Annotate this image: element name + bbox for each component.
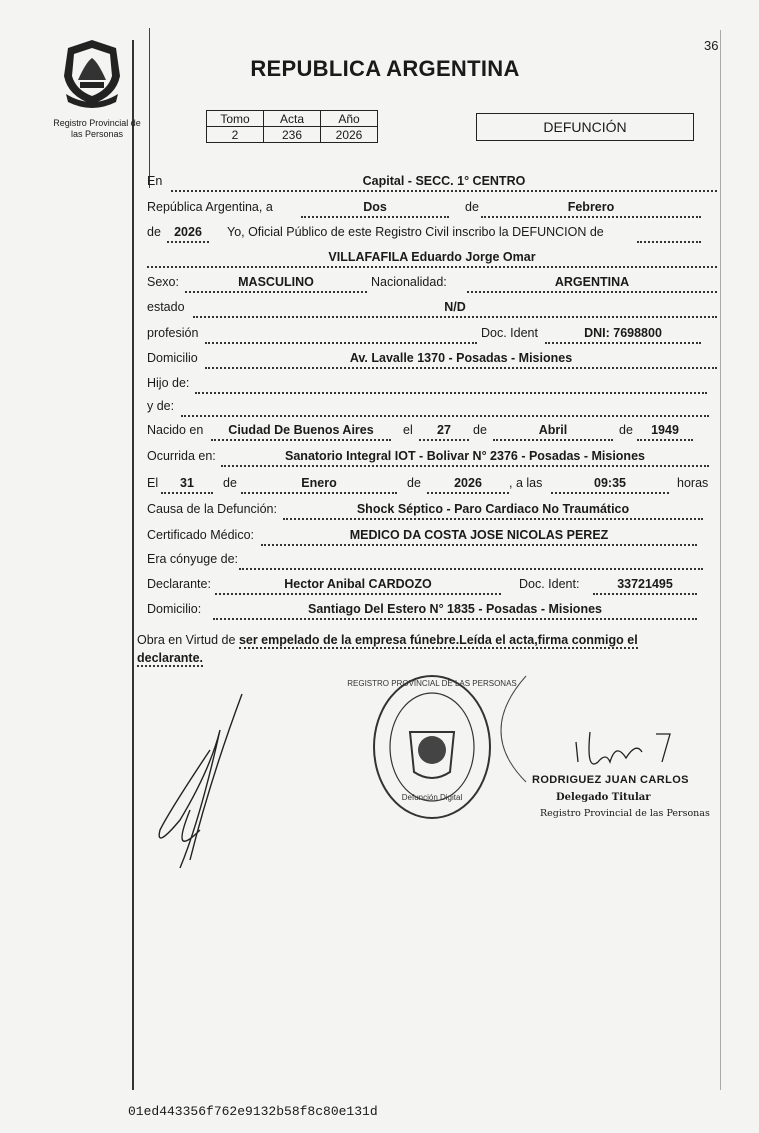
label-horas: horas — [677, 476, 709, 490]
field-domicilio2: Santiago Del Estero N° 1835 - Posadas - Misiones — [213, 602, 697, 620]
stamp-inner: Defunción Digital — [401, 793, 463, 802]
province-seal-icon — [56, 36, 128, 108]
field-doc-ident: DNI: 7698800 — [545, 326, 701, 344]
row-conyuge — [147, 552, 717, 572]
document-hash: 01ed443356f762e9132b58f8c80e131d — [128, 1104, 378, 1119]
label-de1: de — [473, 423, 487, 437]
field-nacido-mes: Abril — [493, 423, 613, 441]
header-tomo: Tomo — [207, 111, 264, 127]
label-certificado: Certificado Médico: — [147, 528, 254, 542]
label-alas: , a las — [509, 476, 543, 490]
row-ocurrida — [147, 449, 717, 469]
label-declarante: Declarante: — [147, 577, 211, 591]
field-hijo — [195, 376, 707, 394]
official-stamp-icon — [347, 672, 517, 822]
label-domicilio2: Domicilio: — [147, 602, 202, 616]
field-nacionalidad: ARGENTINA — [467, 275, 717, 293]
field-nacido-dia: 27 — [419, 423, 469, 441]
label-ocurrida: Ocurrida en: — [147, 449, 216, 463]
row-nacido — [147, 423, 717, 443]
value-acta: 236 — [264, 127, 321, 143]
row-fecha — [147, 476, 717, 496]
registry-label-line1: Registro Provincial de — [53, 118, 141, 128]
field-fecha-dia: 31 — [161, 476, 213, 494]
label-en: En — [147, 174, 163, 188]
label-estado: estado — [147, 300, 185, 314]
field-en: Capital - SECC. 1° CENTRO — [171, 174, 717, 192]
official-name: RODRIGUEZ JUAN CARLOS — [532, 774, 689, 786]
field-day: Dos — [301, 200, 449, 218]
field-fecha-ano: 2026 — [427, 476, 509, 494]
label-el: el — [403, 423, 413, 437]
row-republica — [147, 200, 717, 220]
row-yde — [147, 399, 717, 419]
field-blank — [637, 225, 701, 243]
declarant-signature-icon — [150, 690, 250, 870]
field-domicilio: Av. Lavalle 1370 - Posadas - Misiones — [205, 351, 717, 369]
field-declarante: Hector Anibal CARDOZO — [215, 577, 501, 595]
field-fecha-mes: Enero — [241, 476, 397, 494]
row-sexo — [147, 275, 717, 295]
label-doc-ident2: Doc. Ident: — [519, 577, 580, 591]
official-role: Delegado Titular — [556, 792, 651, 803]
label-el2: El — [147, 476, 159, 490]
label-obra: Obra en Virtud de — [137, 633, 236, 647]
label-de3: de — [223, 476, 237, 490]
page-title: REPUBLICA ARGENTINA — [250, 56, 520, 81]
field-certificado: MEDICO DA COSTA JOSE NICOLAS PEREZ — [261, 528, 697, 546]
value-tomo: 2 — [207, 127, 264, 143]
doc-type-box: DEFUNCIÓN — [476, 113, 694, 141]
header-rule — [149, 28, 150, 188]
field-year: 2026 — [167, 225, 209, 243]
header-acta: Acta — [264, 111, 321, 127]
label-nacido: Nacido en — [147, 423, 204, 437]
label-sexo: Sexo: — [147, 275, 179, 289]
value-ano: 2026 — [321, 127, 378, 143]
row-hijo — [147, 376, 717, 396]
row-declarante — [147, 577, 717, 597]
registry-label-line2: las Personas — [70, 129, 124, 139]
row-year — [147, 225, 717, 245]
row-domicilio2 — [147, 602, 717, 622]
label-conyuge: Era cónyuge de: — [147, 552, 239, 566]
row-profesion — [147, 326, 717, 346]
label-de4: de — [407, 476, 421, 490]
label-profesion: profesión — [147, 326, 199, 340]
obra-paragraph — [137, 631, 727, 667]
registry-label — [38, 118, 156, 140]
label-inscribo: Yo, Oficial Público de este Registro Civil inscribo la DEFUNCION de — [227, 225, 604, 239]
label-doc-ident: Doc. Ident — [481, 326, 538, 340]
label-yde: y de: — [147, 399, 175, 413]
field-month: Febrero — [481, 200, 701, 218]
row-domicilio — [147, 351, 717, 371]
official-org: Registro Provincial de las Personas — [540, 808, 710, 819]
left-margin-rule — [132, 40, 134, 1090]
field-conyuge — [239, 552, 703, 570]
label-domicilio: Domicilio — [147, 351, 198, 365]
label-de2: de — [619, 423, 633, 437]
row-name — [147, 250, 717, 270]
field-nacido-lugar: Ciudad De Buenos Aires — [211, 423, 391, 441]
label-de-year: de — [147, 225, 161, 239]
row-estado — [147, 300, 717, 320]
label-republica: República Argentina, a — [147, 200, 273, 214]
header-ano: Año — [321, 111, 378, 127]
field-estado: N/D — [193, 300, 717, 318]
page-number: 36 — [704, 38, 719, 53]
label-nacionalidad: Nacionalidad: — [371, 275, 447, 289]
field-nacido-ano: 1949 — [637, 423, 693, 441]
field-declarante-doc: 33721495 — [593, 577, 697, 595]
field-ocurrida: Sanatorio Integral IOT - Bolivar N° 2376 - Posadas - Misiones — [221, 449, 709, 467]
row-en — [147, 174, 717, 194]
field-yde — [181, 399, 709, 417]
right-margin-rule — [720, 30, 721, 1090]
row-certificado — [147, 528, 717, 548]
field-deceased-name: VILLAFAFILA Eduardo Jorge Omar — [147, 250, 717, 268]
record-table — [206, 110, 378, 143]
label-de: de — [465, 200, 479, 214]
label-hijo: Hijo de: — [147, 376, 190, 390]
field-causa: Shock Séptico - Paro Cardiaco No Traumático — [283, 502, 703, 520]
field-obra-line2: declarante. — [137, 651, 204, 665]
field-obra-line1: ser empelado de la empresa fúnebre.Leída el acta,firma conmigo el — [238, 633, 638, 647]
field-fecha-hora: 09:35 — [551, 476, 669, 494]
label-causa: Causa de la Defunción: — [147, 502, 277, 516]
field-profesion — [205, 326, 477, 344]
stamp-text: REGISTRO PROVINCIAL DE LAS PERSONAS — [347, 679, 517, 688]
field-sexo: MASCULINO — [185, 275, 367, 293]
row-causa — [147, 502, 717, 522]
